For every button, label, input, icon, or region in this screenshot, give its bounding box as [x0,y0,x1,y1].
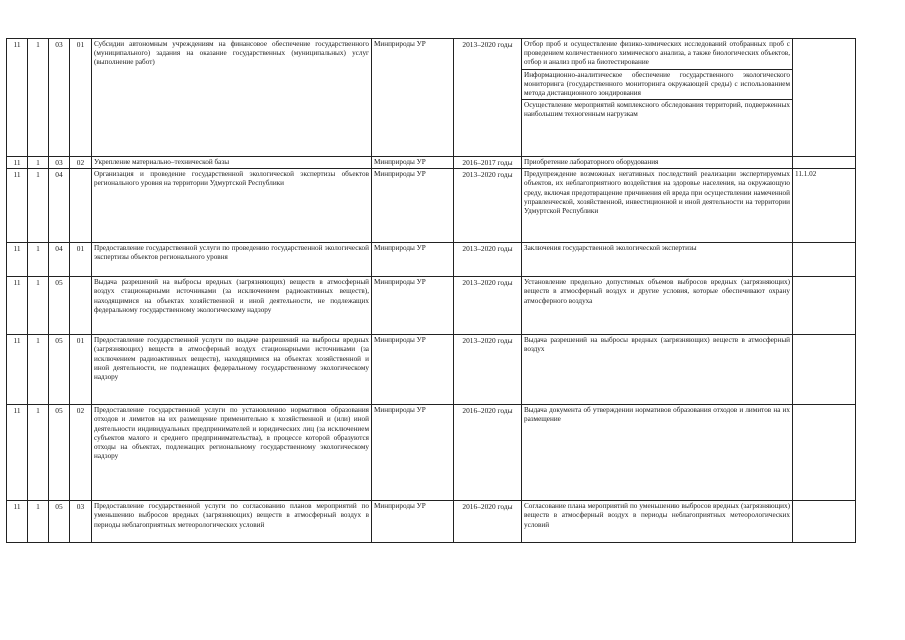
expected-result-item: Осуществление мероприятий комплексного обследования территорий, подверженных наибольшим техногенным нагрузкам [524,101,790,119]
code-main-measure-cell: 03 [49,157,70,169]
indicator-link-cell [793,243,856,277]
code-measure-cell: 01 [70,335,92,405]
expected-result-cell [522,335,793,405]
expected-result-cell [522,243,793,277]
expected-result-item: Отбор проб и осуществление физико-химических исследований отобранных проб с проведением количественного химического анализа, а также биологических объектов, отбор и анализ проб на биотестирование [522,39,792,70]
code-measure-cell: 01 [70,243,92,277]
table-row [7,39,856,157]
code-section-cell: 11 [7,157,28,169]
table-row [7,157,856,169]
indicator-link-cell [793,335,856,405]
code-main-measure-cell: 05 [49,335,70,405]
measure-name-cell: Предоставление государственной услуги по установлению нормативов образования отходов и лимитов на их размещение применительно к хозяйственной и (или) иной деятельности индивидуальных предпринимателей и юридических лиц (за исключением субъектов малого и среднего предпринимательства), в процессе которой образуются отходы на объектах, подлежащих региональному государственному экологическому надзору [92,405,372,501]
executor-cell: Минприроды УР [372,501,454,543]
code-section-cell: 11 [7,405,28,501]
indicator-link-cell [793,501,856,543]
table-row [7,405,856,501]
code-measure-cell: 01 [70,39,92,157]
term-cell: 2013–2020 годы [454,277,522,335]
code-measure-cell [70,169,92,243]
code-subprogram-cell: 1 [28,277,49,335]
code-measure-cell: 02 [70,157,92,169]
code-main-measure-cell: 04 [49,243,70,277]
table-row [7,243,856,277]
term-cell: 2016–2017 годы [454,157,522,169]
expected-result-cell [522,277,793,335]
indicator-link-cell [793,39,856,157]
code-main-measure-cell: 03 [49,39,70,157]
measure-name-cell: Организация и проведение государственной экологической экспертизы объектов регионального уровня на территории Удмуртской Республики [92,169,372,243]
table-row [7,335,856,405]
expected-result-cell [522,169,793,243]
code-main-measure-cell: 05 [49,277,70,335]
executor-cell: Минприроды УР [372,277,454,335]
code-main-measure-cell: 05 [49,405,70,501]
executor-cell: Минприроды УР [372,243,454,277]
term-cell: 2013–2020 годы [454,243,522,277]
expected-result-item: Согласование плана мероприятий по уменьшению выбросов вредных (загрязняющих) веществ в атмосферный воздух в периоды неблагоприятных метеорологических условий [524,502,790,529]
indicator-link-cell [793,277,856,335]
code-main-measure-cell: 04 [49,169,70,243]
term-cell: 2013–2020 годы [454,169,522,243]
measure-name-cell: Укрепление материально–технической базы [92,157,372,169]
code-subprogram-cell: 1 [28,405,49,501]
code-measure-cell: 03 [70,501,92,543]
expected-result-item: Информационно-аналитическое обеспечение государственного экологического мониторинга (государственного мониторинга окружающей среды) с использованием метода дистанционного зондирования [522,70,792,101]
expected-result-item: Предупреждение возможных негативных последствий реализации экспертируемых объектов, их неблагоприятного воздействия на здоровье населения, на окружающую среду, включая предотвращение причинения ей вреда при осуществлении намеченной управленческой, хозяйственной, инвестиционной и иной деятельности на территории Удмуртской Республики [524,170,790,216]
expected-result-cell [522,39,793,157]
code-measure-cell: 02 [70,405,92,501]
code-section-cell: 11 [7,243,28,277]
executor-cell: Минприроды УР [372,335,454,405]
program-table [6,38,856,543]
indicator-link-cell [793,405,856,501]
code-subprogram-cell: 1 [28,243,49,277]
code-subprogram-cell: 1 [28,169,49,243]
term-cell: 2016–2020 годы [454,501,522,543]
code-section-cell: 11 [7,501,28,543]
code-subprogram-cell: 1 [28,39,49,157]
measure-name-cell: Выдача разрешений на выбросы вредных (загрязняющих) веществ в атмосферный воздух стационарными источниками (за исключением радиоактивных веществ), находящимися на объектах хозяйственной и иной деятельности, не подлежащих федеральному государственному экологическому надзору [92,277,372,335]
measure-name-cell: Предоставление государственной услуги по выдаче разрешений на выбросы вредных (загрязняющих) веществ в атмосферный воздух стационарными источниками (за исключением радиоактивных веществ), находящимися на объектах хозяйственной и иной деятельности, не подлежащих федеральному государственному экологическому надзору [92,335,372,405]
measure-name-cell: Субсидии автономным учреждениям на финансовое обеспечение государственного (муниципального) задания на оказание государственных (муниципальных) услуг (выполнение работ) [92,39,372,157]
code-subprogram-cell: 1 [28,157,49,169]
expected-result-item: Выдача разрешений на выбросы вредных (загрязняющих) веществ в атмосферный воздух [524,336,790,354]
table-row [7,501,856,543]
code-section-cell: 11 [7,39,28,157]
term-cell: 2013–2020 годы [454,39,522,157]
measure-name-cell: Предоставление государственной услуги по проведению государственной экологической экспертизы объектов регионального уровня [92,243,372,277]
expected-result-item: Приобретение лабораторного оборудования [524,158,659,166]
measure-name-cell: Предоставление государственной услуги по согласованию планов мероприятий по уменьшению выбросов вредных (загрязняющих) веществ в атмосферный воздух в периоды неблагоприятных метеорологических условий [92,501,372,543]
expected-result-item: Установление предельно допустимых объемов выбросов вредных (загрязняющих) веществ в атмосферный воздух и другие условия, которые обеспечивают охрану атмосферного воздуха [524,278,790,305]
term-cell: 2016–2020 годы [454,405,522,501]
indicator-link-cell: 11.1.02 [793,169,856,243]
table-row [7,169,856,243]
code-subprogram-cell: 1 [28,335,49,405]
expected-result-item: Заключения государственной экологической экспертизы [524,244,697,253]
indicator-link-cell [793,157,856,169]
term-cell: 2013–2020 годы [454,335,522,405]
code-section-cell: 11 [7,277,28,335]
code-section-cell: 11 [7,335,28,405]
expected-result-cell [522,501,793,543]
expected-result-cell [522,157,793,169]
executor-cell: Минприроды УР [372,169,454,243]
code-subprogram-cell: 1 [28,501,49,543]
executor-cell: Минприроды УР [372,157,454,169]
code-main-measure-cell: 05 [49,501,70,543]
code-section-cell: 11 [7,169,28,243]
expected-result-item: Выдача документа об утверждении нормативов образования отходов и лимитов на их размещение [524,406,790,424]
executor-cell: Минприроды УР [372,39,454,157]
code-measure-cell [70,277,92,335]
table-row [7,277,856,335]
expected-result-cell [522,405,793,501]
executor-cell: Минприроды УР [372,405,454,501]
